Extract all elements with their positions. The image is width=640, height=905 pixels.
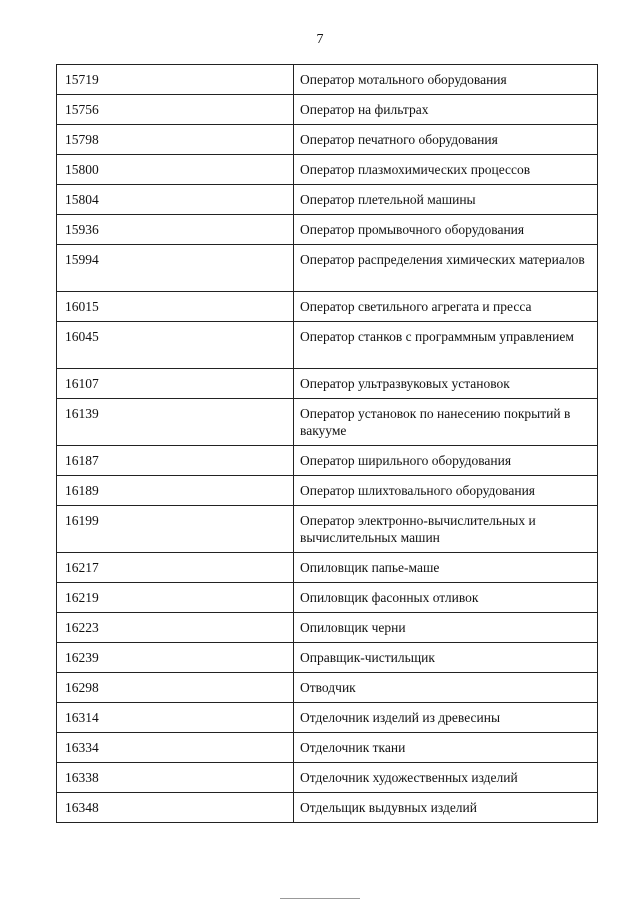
code-cell: 16187 <box>57 446 294 476</box>
code-cell: 15798 <box>57 125 294 155</box>
name-cell: Оператор станков с программным управлением <box>294 322 598 369</box>
table-row <box>57 369 598 399</box>
name-cell: Опиловщик фасонных отливок <box>294 583 598 613</box>
code-cell: 16298 <box>57 673 294 703</box>
table-row <box>57 185 598 215</box>
table-row <box>57 733 598 763</box>
code-cell: 15756 <box>57 95 294 125</box>
name-cell: Оператор промывочного оборудования <box>294 215 598 245</box>
code-cell: 16045 <box>57 322 294 369</box>
name-cell: Отделочник художественных изделий <box>294 763 598 793</box>
name-cell: Отделочник изделий из древесины <box>294 703 598 733</box>
name-cell: Оператор плетельной машины <box>294 185 598 215</box>
table-row <box>57 446 598 476</box>
table-row <box>57 476 598 506</box>
name-cell: Отдельщик выдувных изделий <box>294 793 598 823</box>
table-row <box>57 763 598 793</box>
code-cell: 16334 <box>57 733 294 763</box>
name-cell: Отделочник ткани <box>294 733 598 763</box>
name-cell: Оператор светильного агрегата и пресса <box>294 292 598 322</box>
table-row <box>57 125 598 155</box>
name-cell: Оправщик-чистильщик <box>294 643 598 673</box>
table-row <box>57 793 598 823</box>
name-cell: Опиловщик папье-маше <box>294 553 598 583</box>
table-row <box>57 553 598 583</box>
name-cell: Оператор печатного оборудования <box>294 125 598 155</box>
code-cell: 15800 <box>57 155 294 185</box>
code-cell: 15804 <box>57 185 294 215</box>
code-cell: 16348 <box>57 793 294 823</box>
name-cell: Оператор ультразвуковых установок <box>294 369 598 399</box>
code-cell: 16219 <box>57 583 294 613</box>
table-row <box>57 155 598 185</box>
name-cell: Оператор мотального оборудования <box>294 65 598 95</box>
name-cell: Отводчик <box>294 673 598 703</box>
code-cell: 16314 <box>57 703 294 733</box>
name-cell: Опиловщик черни <box>294 613 598 643</box>
table-row <box>57 506 598 553</box>
code-cell: 16139 <box>57 399 294 446</box>
table-row <box>57 613 598 643</box>
table-row <box>57 322 598 369</box>
name-cell: Оператор на фильтрах <box>294 95 598 125</box>
name-cell: Оператор электронно-вычислительных и вычислительных машин <box>294 506 598 553</box>
code-cell: 16189 <box>57 476 294 506</box>
page-number: 7 <box>316 32 324 47</box>
table-row <box>57 643 598 673</box>
code-cell: 15719 <box>57 65 294 95</box>
table-row <box>57 65 598 95</box>
name-cell: Оператор плазмохимических процессов <box>294 155 598 185</box>
name-cell: Оператор установок по нанесению покрытий в вакууме <box>294 399 598 446</box>
table-row <box>57 399 598 446</box>
code-cell: 16015 <box>57 292 294 322</box>
table-row <box>57 703 598 733</box>
table-row <box>57 215 598 245</box>
table-row <box>57 245 598 292</box>
table-row <box>57 292 598 322</box>
table-row <box>57 673 598 703</box>
code-cell: 16199 <box>57 506 294 553</box>
name-cell: Оператор распределения химических материалов <box>294 245 598 292</box>
profession-codes-table <box>56 64 598 823</box>
code-cell: 16107 <box>57 369 294 399</box>
name-cell: Оператор ширильного оборудования <box>294 446 598 476</box>
table-row <box>57 95 598 125</box>
page-bottom-divider <box>280 898 360 899</box>
table-row <box>57 583 598 613</box>
code-cell: 16239 <box>57 643 294 673</box>
code-cell: 16338 <box>57 763 294 793</box>
code-cell: 15994 <box>57 245 294 292</box>
code-cell: 16223 <box>57 613 294 643</box>
code-cell: 15936 <box>57 215 294 245</box>
name-cell: Оператор шлихтовального оборудования <box>294 476 598 506</box>
code-cell: 16217 <box>57 553 294 583</box>
